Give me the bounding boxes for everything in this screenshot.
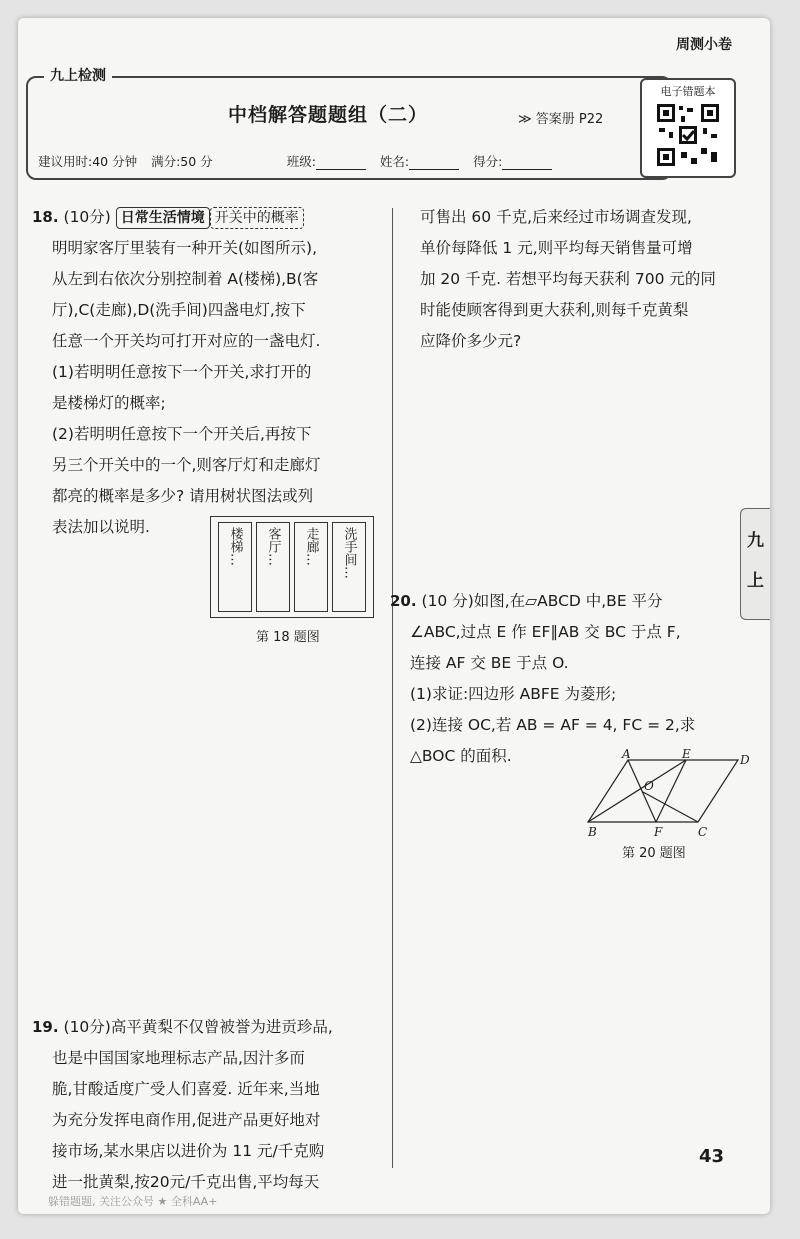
q19-number: 19. bbox=[32, 1018, 59, 1036]
q18-topic-tag: 开关中的概率 bbox=[210, 207, 304, 229]
suggested-time: 建议用时:40 分钟 bbox=[38, 154, 138, 169]
name-field: 姓名: bbox=[380, 152, 459, 170]
q19-line: 19. (10分)高平黄梨不仅曾被誉为进贡珍品, bbox=[32, 1018, 333, 1036]
question-18 bbox=[32, 202, 384, 543]
parallelogram-abcd bbox=[588, 760, 738, 822]
q18-number: 18. bbox=[32, 208, 59, 226]
parallelogram-figure bbox=[588, 747, 750, 839]
answer-reference: ≫ 答案册 P22 bbox=[518, 112, 604, 127]
page-number: 43 bbox=[698, 1146, 724, 1167]
q20-line: (2)连接 OC,若 AB = AF = 4, FC = 2,求 bbox=[410, 716, 696, 734]
question-20 bbox=[390, 586, 740, 772]
switch-stairs: 楼梯… bbox=[218, 522, 252, 612]
q18-line: (1)若明明任意按下一个开关,求打开的 bbox=[52, 363, 312, 381]
question-19-continued bbox=[420, 202, 745, 357]
title-box bbox=[26, 68, 672, 180]
q18-line: (2)若明明任意按下一个开关后,再按下 bbox=[52, 425, 312, 443]
point-o-label: O bbox=[644, 779, 654, 793]
q18-line: 表法加以说明. bbox=[52, 518, 150, 536]
q18-points: (10分) bbox=[63, 208, 111, 226]
q19-line: 进一批黄梨,按20元/千克出售,平均每天 bbox=[52, 1173, 320, 1191]
q19-cont-line: 单价每降低 1 元,则平均每天销售量可增 bbox=[420, 239, 693, 257]
q19-cont-line: 加 20 千克. 若想平均每天获利 700 元的同 bbox=[420, 270, 716, 288]
worksheet-page bbox=[18, 18, 770, 1214]
qr-panel[interactable] bbox=[640, 78, 736, 178]
q18-line: 任意一个开关均可打开对应的一盏电灯. bbox=[52, 332, 321, 350]
q19-line: 为充分发挥电商作用,促进产品更好地对 bbox=[52, 1111, 321, 1129]
figure-18-caption: 第 18 题图 bbox=[256, 630, 320, 645]
qr-label: 电子错题本 bbox=[660, 85, 716, 98]
q18-line: 从左到右依次分别控制着 A(楼梯),B(客 bbox=[52, 270, 319, 288]
side-tab-char: 上 bbox=[747, 571, 764, 591]
q20-line: ∠ABC,过点 E 作 EF∥AB 交 BC 于点 F, bbox=[410, 623, 681, 641]
q18-line: 是楼梯灯的概率; bbox=[52, 394, 166, 412]
q19-line: 接市场,某水果店以进价为 11 元/千克购 bbox=[52, 1142, 325, 1160]
class-field: 班级: bbox=[287, 152, 366, 170]
q19-cont-line: 应降价多少元? bbox=[420, 332, 522, 350]
q20-line: △BOC 的面积. bbox=[410, 747, 512, 765]
q19-cont-line: 时能使顾客得到更大获利,则每千克黄梨 bbox=[420, 301, 689, 319]
question-19 bbox=[32, 1012, 384, 1198]
score-field: 得分: bbox=[473, 152, 552, 170]
switch-bathroom: 洗手间… bbox=[332, 522, 366, 612]
point-d-label: D bbox=[740, 753, 750, 767]
q18-context-tag: 日常生活情境 bbox=[116, 207, 210, 229]
q20-line: (1)求证:四边形 ABFE 为菱形; bbox=[410, 685, 617, 703]
full-score: 满分:50 分 bbox=[151, 154, 213, 169]
side-tab-char: 九 bbox=[747, 531, 764, 551]
figure-20-caption: 第 20 题图 bbox=[622, 846, 686, 861]
switch-panel-figure bbox=[210, 516, 374, 618]
q18-line: 明明家客厅里装有一种开关(如图所示), bbox=[52, 239, 318, 257]
q18-line: 都亮的概率是多少? 请用树状图法或列 bbox=[52, 487, 314, 505]
q20-line: 连接 AF 交 BE 于点 O. bbox=[410, 654, 569, 672]
section-label: 九上检测 bbox=[44, 65, 112, 85]
q18-line: 另三个开关中的一个,则客厅灯和走廊灯 bbox=[52, 456, 321, 474]
page-title: 中档解答题题组（二） bbox=[227, 104, 428, 126]
q20-line: 20. (10 分)如图,在▱ABCD 中,BE 平分 bbox=[390, 592, 663, 610]
q18-heading bbox=[32, 202, 384, 233]
point-b-label: B bbox=[588, 825, 597, 839]
qr-code-icon bbox=[655, 102, 721, 168]
q20-number: 20. bbox=[390, 592, 417, 610]
switch-corridor: 走廊… bbox=[294, 522, 328, 612]
q18-line: 厅),C(走廊),D(洗手间)四盏电灯,按下 bbox=[52, 301, 306, 319]
footer-watermark: 躲错题题, 关注公众号 ★ 全科AA+ bbox=[48, 1195, 218, 1208]
point-a-label: A bbox=[622, 747, 631, 761]
q19-cont-line: 可售出 60 千克,后来经过市场调查发现, bbox=[420, 208, 692, 226]
side-tab bbox=[740, 508, 770, 620]
header-tag: 周测小卷 bbox=[676, 37, 732, 53]
q19-line: 也是中国国家地理标志产品,因汁多而 bbox=[52, 1049, 305, 1067]
point-c-label: C bbox=[698, 825, 708, 839]
point-e-label: E bbox=[682, 747, 691, 761]
point-f-label: F bbox=[654, 825, 663, 839]
meta-row bbox=[38, 152, 658, 170]
q19-line: 脆,甘酸适度广受人们喜爱. 近年来,当地 bbox=[52, 1080, 320, 1098]
switch-living-room: 客厅… bbox=[256, 522, 290, 612]
segment-oc bbox=[643, 792, 698, 822]
